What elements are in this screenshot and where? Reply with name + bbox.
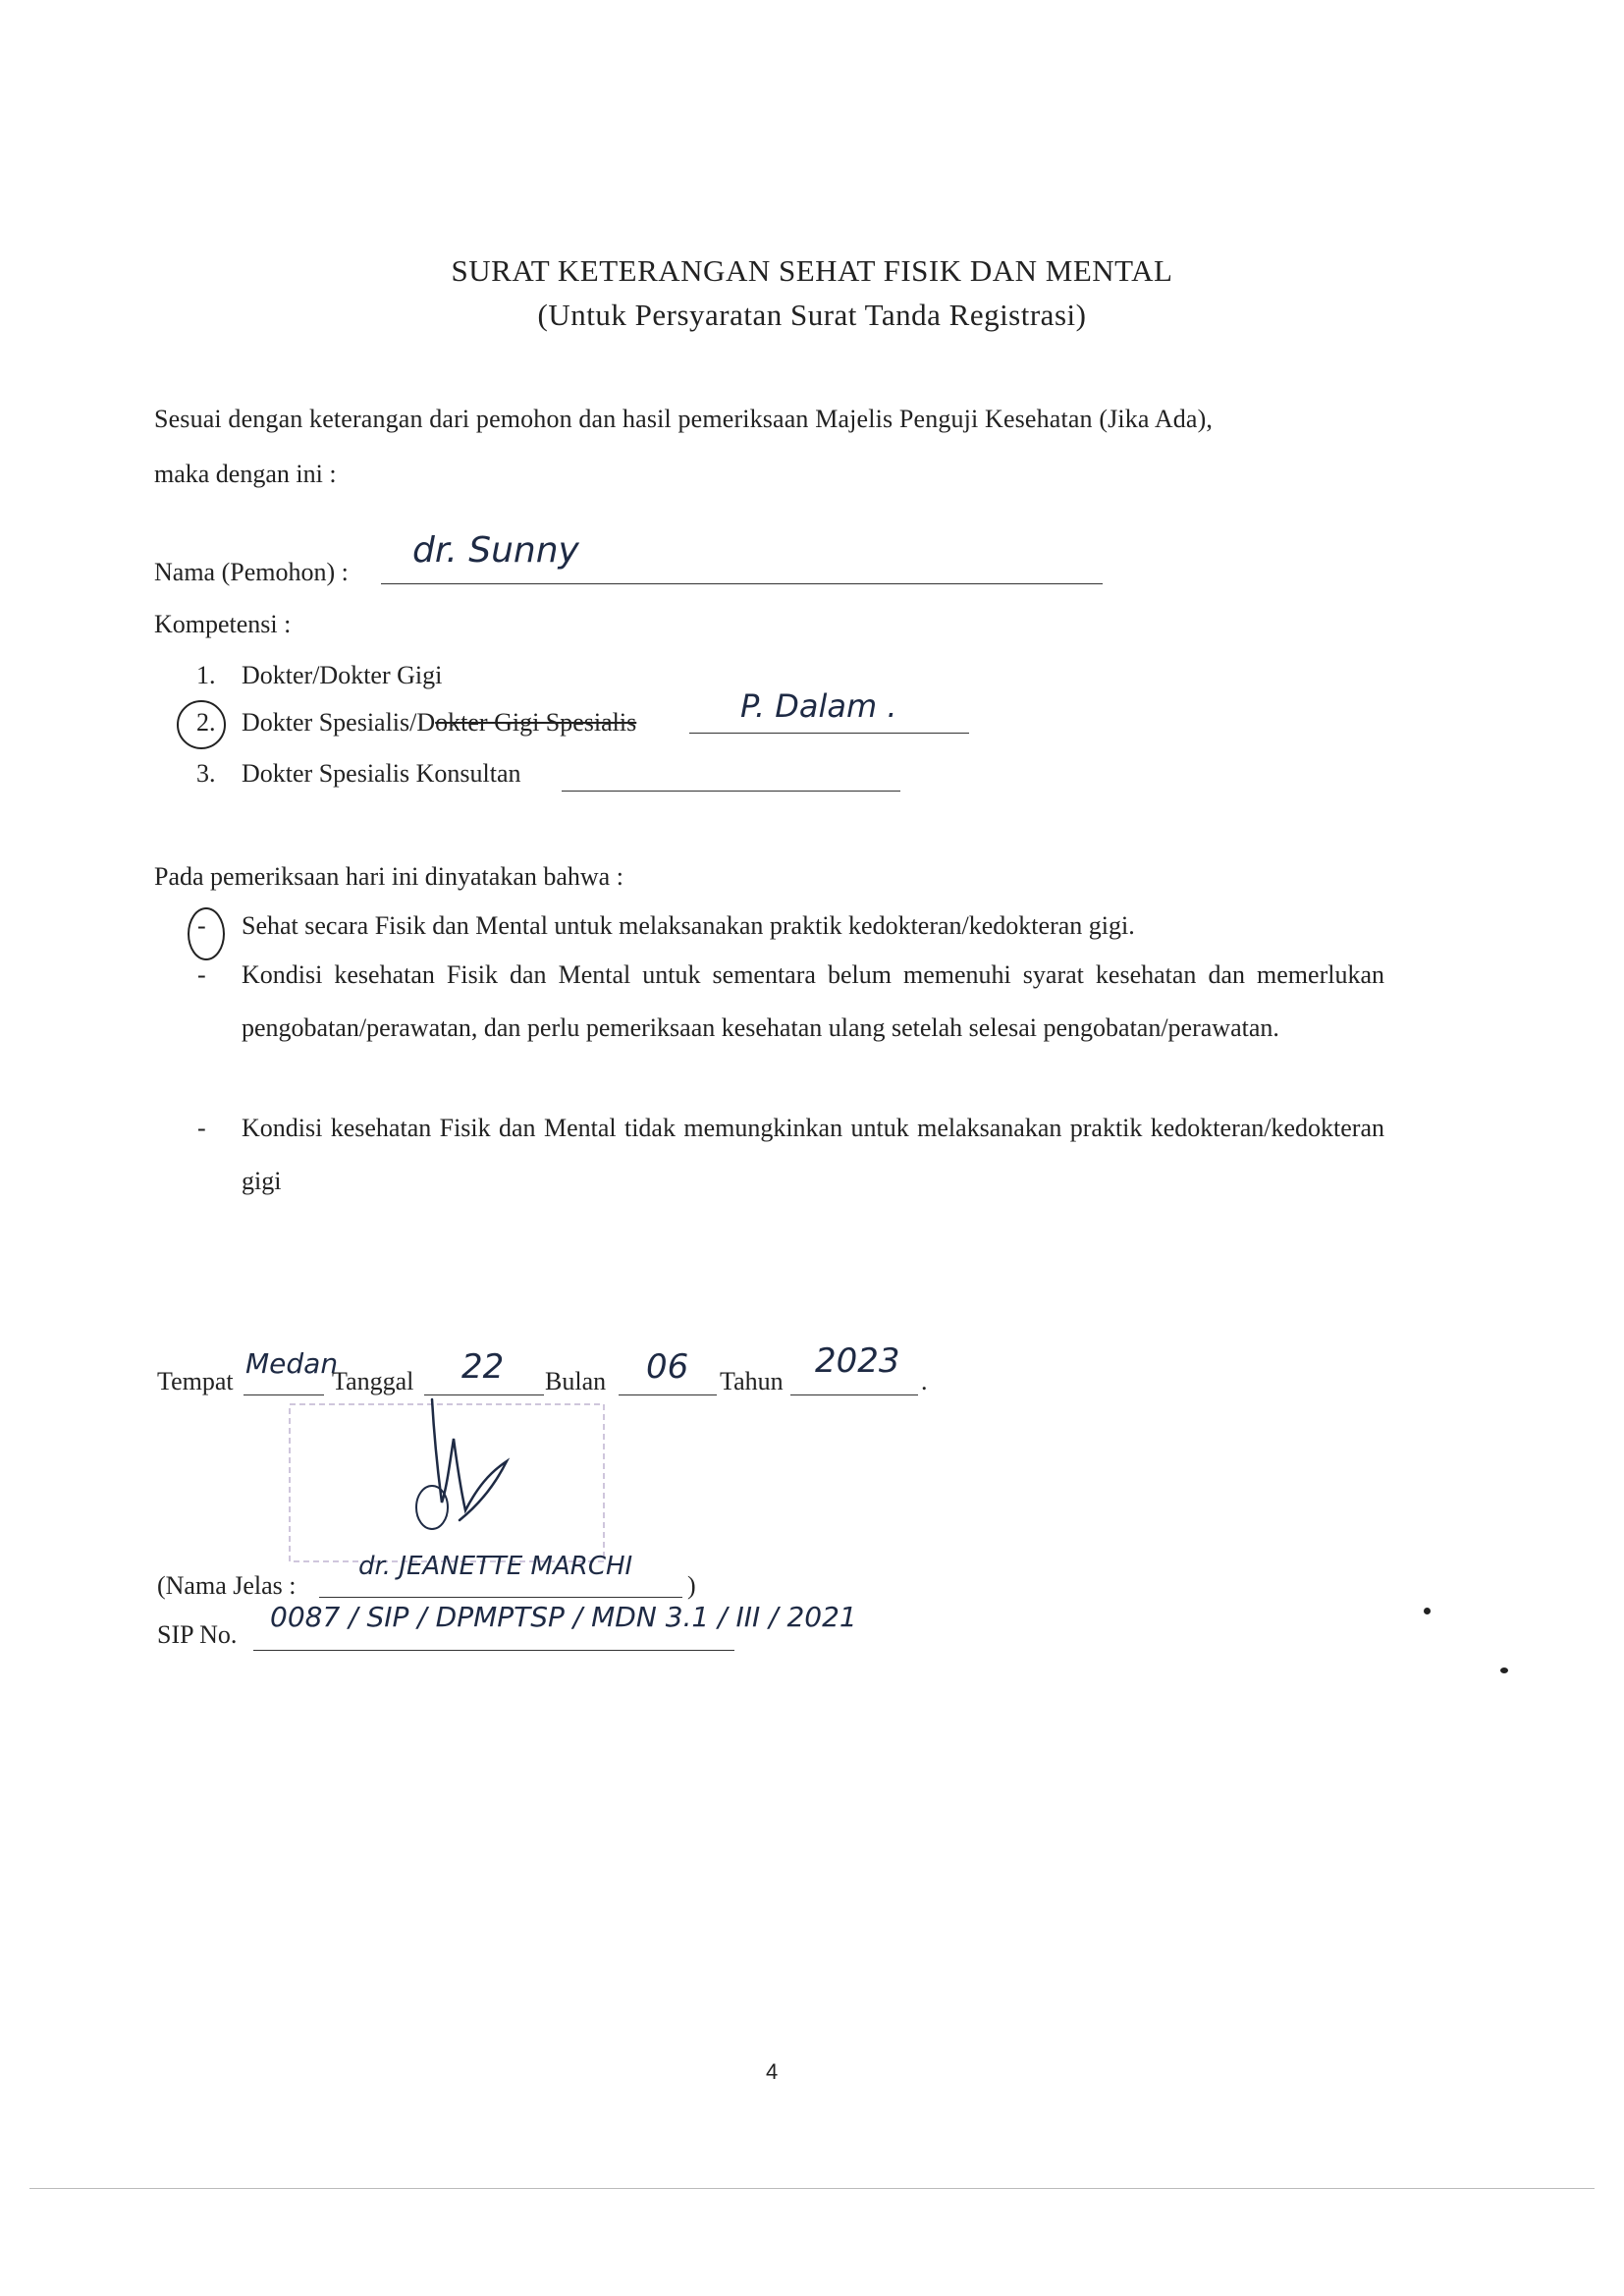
year-underline [790,1394,918,1395]
scan-speck [1500,1667,1508,1673]
competence-number-2: 2. [196,708,216,737]
intro-line-1: Sesuai dengan keterangan dari pemohon dan hasil pemeriksaan Majelis Penguji Kesehatan (Jika Ada), [154,405,1214,433]
applicant-label: Nama (Pemohon) : [154,558,349,586]
examination-item-1: Sehat secara Fisik dan Mental untuk melaksanakan praktik kedokteran/kedokteran gigi. [242,911,1135,940]
examination-bullet-3: - [197,1114,206,1142]
examination-label: Pada pemeriksaan hari ini dinyatakan bahwa : [154,862,623,891]
selection-circle-examination [188,907,225,960]
page-number: 4 [766,2059,779,2084]
competence-item-2-struck-text: okter Gigi Spesialis [435,708,637,737]
competence-item-2-text: Dokter Spesialis/D [242,708,436,737]
examination-item-3: Kondisi kesehatan Fisik dan Mental tidak memungkinkan untuk melaksanakan praktik kedokteran/kedokteran gigi [242,1114,1384,1195]
date-period: . [921,1367,928,1395]
specialist-underline [689,733,969,734]
examination-item-2: Kondisi kesehatan Fisik dan Mental untuk sementara belum memenuhi syarat kesehatan dan memerlukan pengobatan/perawatan, dan perlu pemeriksaan kesehatan ulang setelah selesai pengobatan/perawatan. [242,960,1384,1042]
day-handwritten: 22 [461,1347,505,1387]
name-underline [319,1597,682,1598]
document-subtitle: (Untuk Persyaratan Surat Tanda Registrasi) [537,298,1087,332]
sip-label: SIP No. [157,1620,238,1649]
competence-number-1: 1. [196,661,216,689]
applicant-underline [381,583,1103,584]
day-label: Tanggal [332,1367,414,1395]
place-handwritten: Medan [245,1347,339,1380]
month-underline [619,1394,717,1395]
signature-loop [416,1486,448,1529]
competence-item-3: Dokter Spesialis Konsultan [242,759,521,788]
consultant-underline [562,791,900,792]
competence-label: Kompetensi : [154,610,292,638]
scan-speck [1424,1608,1431,1614]
examination-bullet-1: - [197,911,206,940]
year-label: Tahun [720,1367,784,1395]
applicant-handwritten-name: dr. Sunny [412,530,579,571]
name-close-paren: ) [687,1571,696,1600]
name-label: (Nama Jelas : [157,1571,297,1600]
signer-handwritten-name: dr. JEANETTE MARCHI [358,1552,633,1581]
competence-item-1: Dokter/Dokter Gigi [242,661,443,689]
scan-edge-line [29,2188,1595,2189]
examination-bullet-2: - [197,960,206,989]
signature-stamp-graphic [285,1394,619,1571]
month-handwritten: 06 [646,1347,689,1387]
intro-line-2: maka dengan ini : [154,460,337,488]
sip-underline [253,1650,734,1651]
document-title: SURAT KETERANGAN SEHAT FISIK DAN MENTAL [451,253,1173,288]
place-label: Tempat [157,1367,234,1395]
specialist-handwritten: P. Dalam . [740,687,897,725]
competence-number-3: 3. [196,759,216,788]
competence-item-2 [242,696,636,749]
year-handwritten: 2023 [815,1341,900,1381]
month-label: Bulan [545,1367,607,1395]
sip-handwritten-number: 0087 / SIP / DPMPTSP / MDN 3.1 / III / 2021 [270,1601,857,1633]
signature-stroke [432,1399,507,1520]
